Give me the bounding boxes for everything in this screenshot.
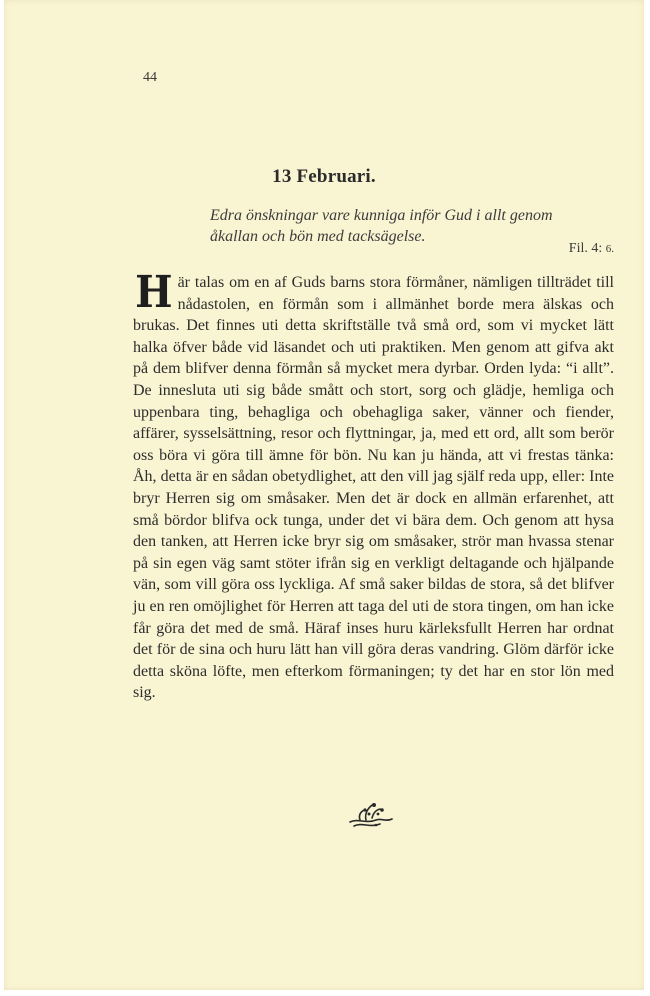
- reference-book: Fil. 4:: [568, 241, 603, 256]
- drop-cap: H: [135, 267, 173, 318]
- scripture-reference: [569, 241, 614, 257]
- epigraph: [210, 205, 620, 247]
- page-number: 44: [143, 70, 157, 85]
- body-paragraph: [133, 267, 614, 704]
- floral-ornament-icon: [346, 800, 394, 830]
- epigraph-line-2: åkallan och bön med tacksägelse.: [210, 228, 426, 245]
- body-text: är talas om en af Guds barns stora förmåner, nämligen tillträdet till nådastolen, en förmån som i allmänhet borde mera älskas och brukas. Det finnes uti detta skriftställe två små ord, som vi mycket lätt halka öfver både vid läsandet och uti praktiken. Men genom att gifva akt på dem blifver denna förmån så mycket mera dyrbar. Orden lyda: “i allt”. De inneslutа uti sig både smått och stort, sorg och glädje, hemliga och uppenbara ting, behagliga och obehagliga saker, vänner och fiender, affärer, sysselsättning, resor och flyttningar, ja, med ett ord, allt som berör oss böra vi göra till ämne för bön. Nu kan ju hända, att vi frestas tänka: Åh, detta är en sådan obetydlighet, att den vill jag själf reda upp, eller: Inte bryr Herren sig om småsaker. Men det är dock en allmän erfarenhet, att små bördor blifva ock tunga, under det vi bära dem. Och genom att hysa den tanken, att Herren icke bryr sig om småsaker, strör man hvassa stenar på sin egen väg samt stöter ifrån sig en verkligt deltagande och hjälpande vän, som vill göra oss lyckliga. Af små saker bildas de stora, så det blifver ju en ren omöjlighet för Herren att taga del uti de stora tingen, om han icke får göra det med de små. Häraf inses huru kärleksfullt Herren har ordnat det för de sina och huru lätt han vill göra deras vandring. Glöm därför icke detta sköna löfte, men efterkom förmaningen; ty det har en stor lön med sig.: [133, 274, 614, 702]
- epigraph-line-1: Edra önskningar vare kunniga inför Gud i allt genom: [210, 207, 553, 224]
- reference-verse: 6.: [605, 243, 614, 255]
- page-title: 13 Februari.: [272, 166, 376, 187]
- book-page: [4, 0, 644, 990]
